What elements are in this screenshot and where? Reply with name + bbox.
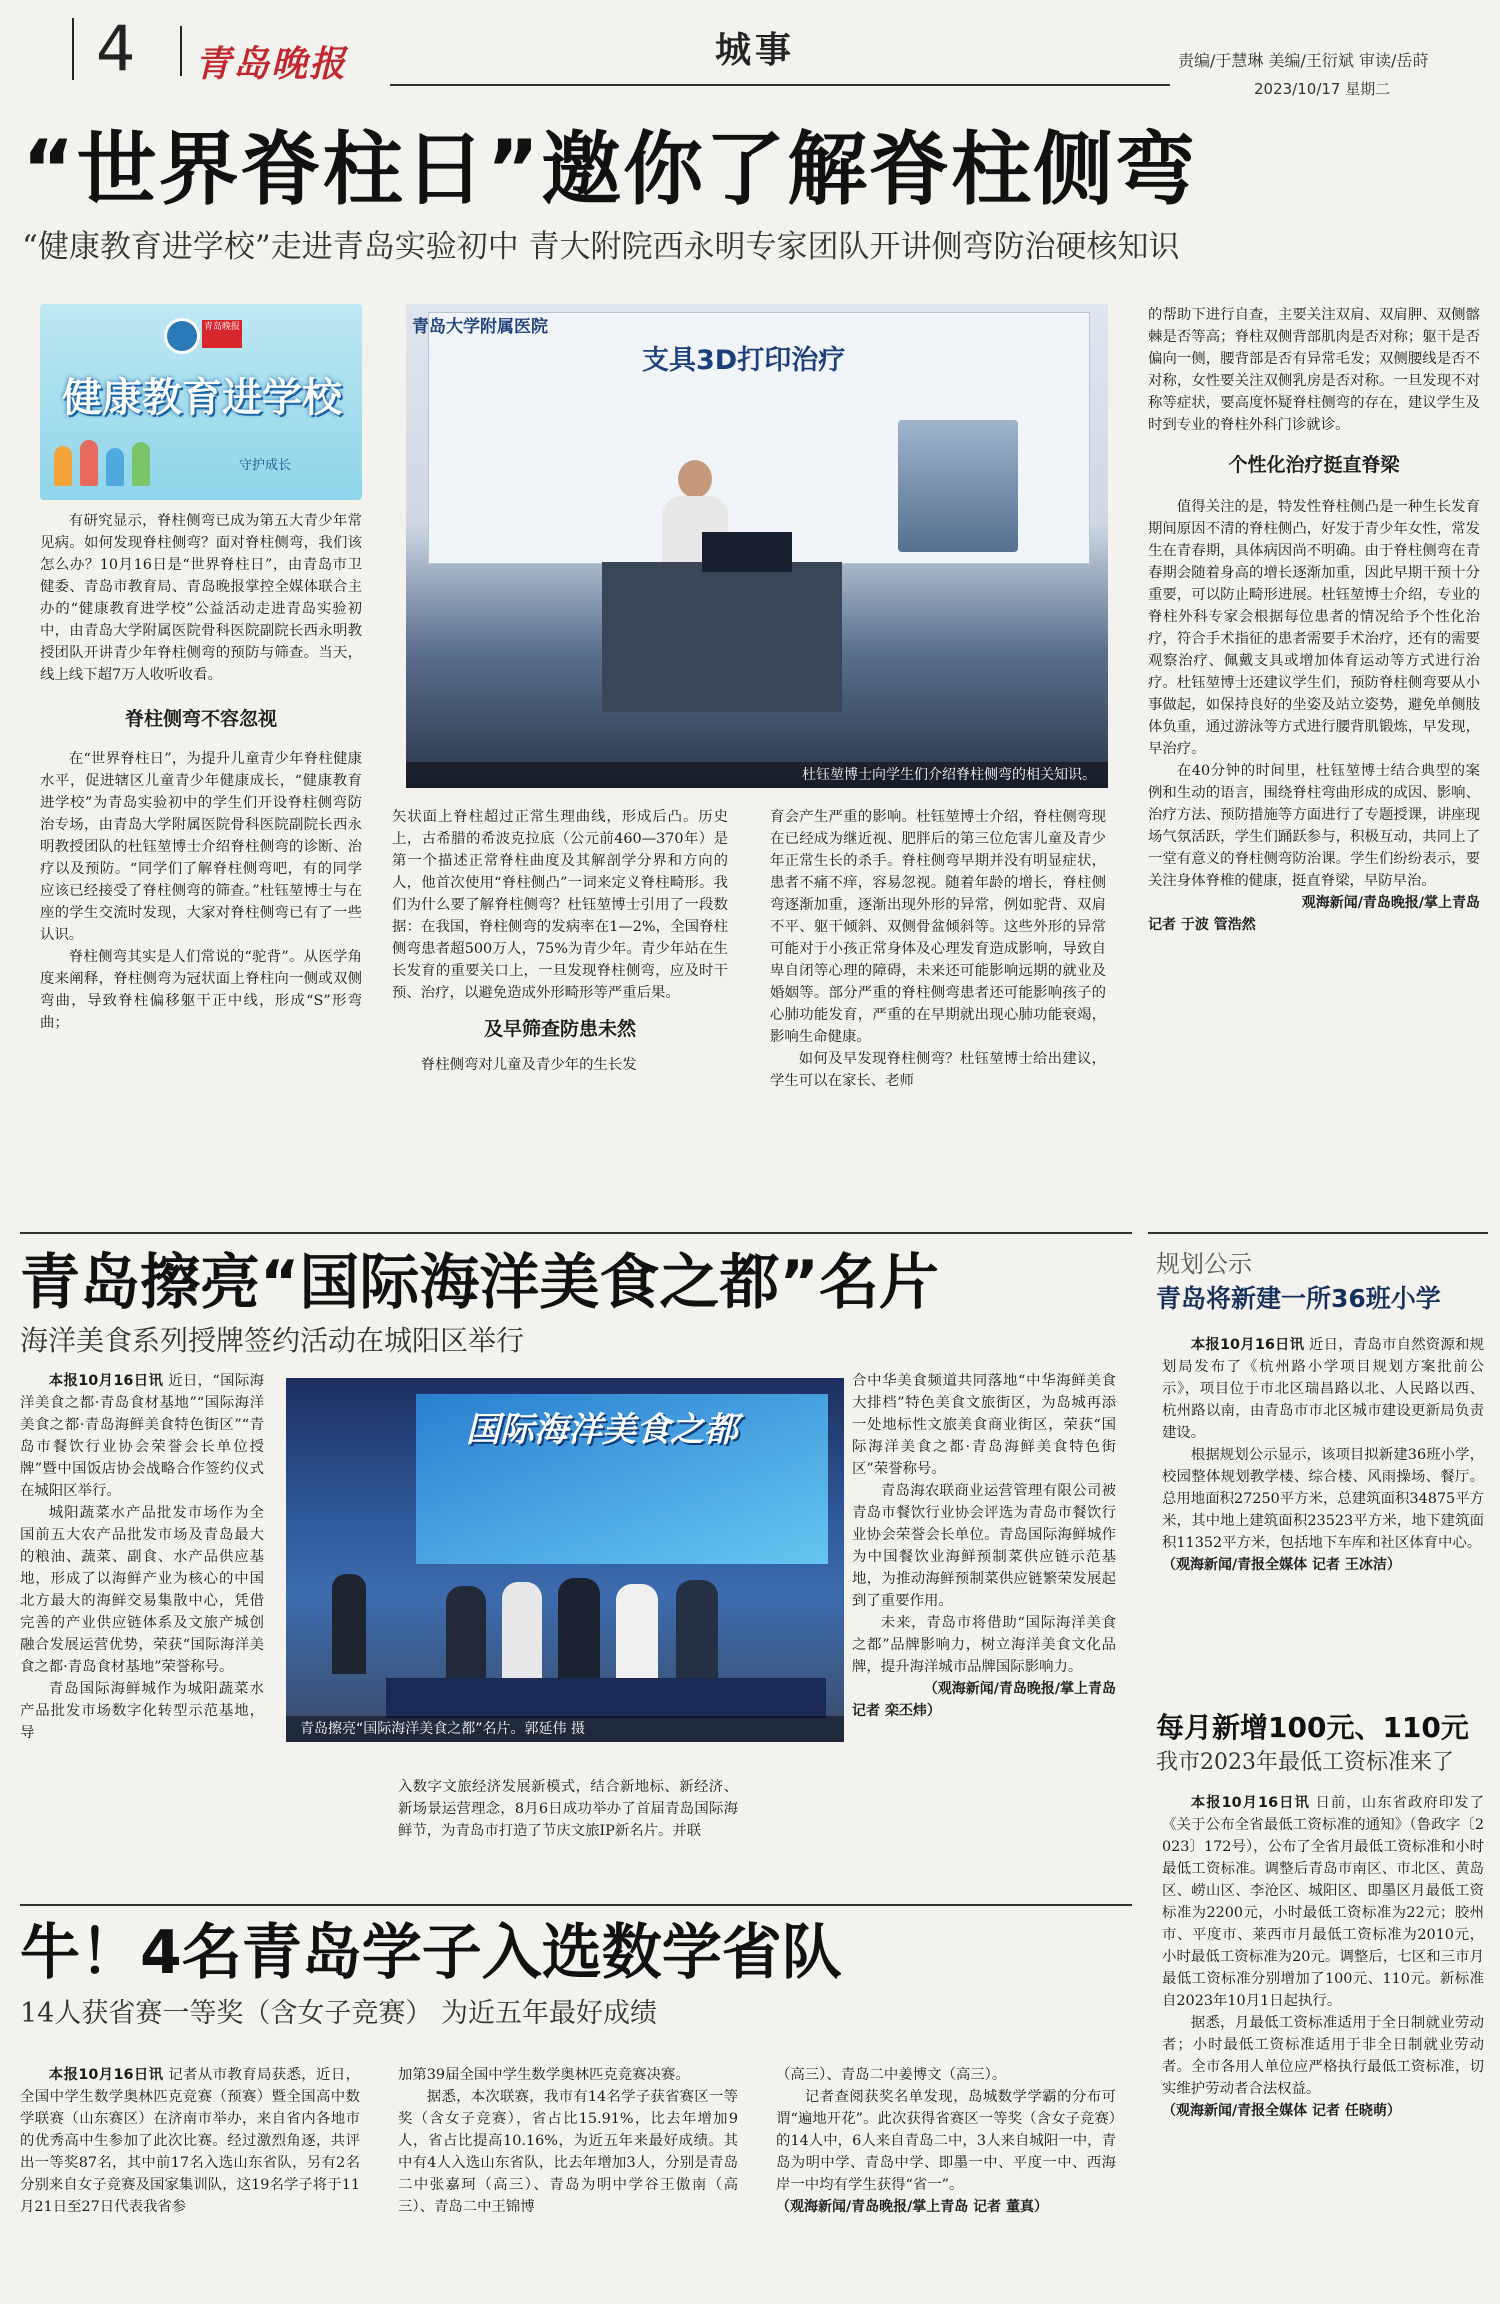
story1-subhead-1: 脊柱侧弯不容忽视 (124, 708, 277, 730)
story2-col1 (20, 1370, 264, 1744)
editors-credit: 责编/于慧琳 美编/王衍斌 审读/岳莳 (1178, 51, 1429, 70)
ceremony-photo-caption: 青岛擦亮“国际海洋美食之都”名片。郭延伟 摄 (286, 1716, 844, 1742)
photo-guests-row (446, 1578, 766, 1688)
story4-para1-text: 日前，山东省政府印发了《关于公布全省最低工资标准的通知》（鲁政字〔2023〕172号），公布了全省月最低工资标准和小时最低工资标准。调整后青岛市南区、市北区、黄岛区、崂山区、李沧区、城阳区、即墨区月最低工资标准为2200元，小时最低工资标准为22元；胶州市、平度市、莱西市月最低工资标准为2010元，小时最低工资标准为20元。调整后，七区和三市月最低工资标准分别增加了100元、110元。新标准自2023年10月1日起执行。 (1162, 1795, 1484, 2009)
story2-col3 (852, 1370, 1116, 1722)
story1-reporter: 记者 于波 管浩然 (1148, 917, 1256, 933)
paper-name-logo: 青岛晚报 (195, 43, 348, 85)
story5-col1 (20, 2064, 360, 2218)
story2-col3-para2: 青岛海农联商业运营管理有限公司被青岛市餐饮行业协会评选为青岛市餐饮行业协会荣誉会长单位。青岛国际海鲜城作为中国餐饮业海鲜预制菜供应链示范基地，为推动海鲜预制菜供应链繁荣发展起到了重要作用。 (852, 1483, 1116, 1609)
section-divider-2 (20, 1904, 1132, 1906)
story2-col3-para1: 合中华美食频道共同落地“中华海鲜美食大排档”特色美食文旅街区，为岛城再添一处地标性文旅美食商业街区，荣获“国际海洋美食之都·青岛海鲜美食特色街区”荣誉称号。 (852, 1373, 1116, 1477)
story1-col1-para2: 脊柱侧弯其实是人们常说的“驼背”。从医学角度来阐释，脊柱侧弯为冠状面上脊柱向一侧或双侧弯曲，导致脊柱偏移躯干正中线，形成“S”形弯曲； (40, 949, 362, 1031)
story5-col2-para1: 加第39届全国中学生数学奥林匹克竞赛决赛。 (398, 2067, 690, 2083)
story1-col1-para1: 在“世界脊柱日”，为提升儿童青少年脊柱健康水平，促进辖区儿童青少年健康成长，“健康教育进学校”为青岛实验初中的学生们开设脊柱侧弯防治专场，由青岛大学附属医院骨科医院副院长西永明教授团队的杜钰堃博士介绍脊柱侧弯的诊断、治疗以及预防。“同学们了解脊柱侧弯吧，有的同学应该已经接受了脊柱侧弯的筛查。”杜钰堃博士与在座的学生交流时发现，大家对脊柱侧弯已有了一些认识。 (40, 751, 362, 943)
story3-headline: 青岛将新建一所36班小学 (1156, 1284, 1441, 1313)
story1-col3-para1: 育会产生严重的影响。杜钰堃博士介绍，脊柱侧弯现在已经成为继近视、肥胖后的第三位危害儿童及青少年正常生长的杀手。脊柱侧弯早期并没有明显症状，患者不痛不痒，容易忽视。随着年龄的增长，脊柱侧弯逐渐加重，逐渐出现外形的异常，例如驼背、双肩不平、躯干倾斜、双侧骨盆倾斜等。这些外形的异常可能对于小孩正常身体及心理发育造成影响，导致自卑自闭等心理的障碍，未来还可能影响远期的就业及婚姻等。部分严重的脊柱侧弯患者还可能影响孩子的心肺功能发育，严重的在早期就出现心肺功能衰竭，影响生命健康。 (770, 809, 1106, 1045)
story1-col3 (770, 806, 1106, 1092)
story1-subhead-3: 个性化治疗挺直脊梁 (1228, 454, 1400, 476)
section-name: 城事 (715, 30, 796, 71)
logo-title: 健康教育进学校 (62, 375, 342, 421)
story4-credit-text: （观海新闻/青报全媒体 (1162, 2103, 1308, 2119)
story1-col2-para2: 脊柱侧弯对儿童及青少年的生长发 (420, 1057, 637, 1073)
masthead-divider-left (72, 18, 74, 80)
story4-deck: 我市2023年最低工资标准来了 (1156, 1750, 1454, 1775)
story5-col2-para2: 据悉，本次联赛，我市有14名学子获省赛区一等奖（含女子竞赛），省占比15.91%，比去年增加9人，省占比提高10.16%，为近五年来最好成绩。其中有4人入选山东省队，比去年增加3人，分别是青岛二中张嘉珂（高三）、青岛为明中学谷王傲南（高三）、青岛二中王锦博 (398, 2089, 738, 2215)
issue-date: 2023/10/17 星期二 (1254, 80, 1391, 98)
story2-col1-para3: 青岛国际海鲜城作为城阳蔬菜水产品批发市场数字化转型示范基地，导 (20, 1681, 264, 1741)
story2-lead: 本报10月16日讯 (48, 1373, 164, 1389)
story1-col2 (392, 806, 728, 1076)
story1-col4-para3: 在40分钟的时间里，杜钰堃博士结合典型的案例和生动的语言，围绕脊柱弯曲形成的成因、影响、治疗方法、预防措施等方面进行了专题授课，讲座现场气氛活跃，学生们踊跃参与，积极互动，共同上了一堂有意义的脊柱侧弯防治课。学生们纷纷表示，要关注身体脊椎的健康，挺直脊梁，早防早治。 (1148, 763, 1480, 889)
story5-col3 (776, 2064, 1116, 2218)
lecture-photo (406, 304, 1108, 788)
story1-intro: 有研究显示，脊柱侧弯已成为第五大青少年常见病。如何发现脊柱侧弯？面对脊柱侧弯，我们该怎么办？10月16日是“世界脊柱日”，由青岛市卫健委、青岛市教育局、青岛晚报掌控全媒体联合主办的“健康教育进学校”公益活动走进青岛实验初中，由青岛大学附属医院骨科医院副院长西永明教授团队开讲青少年脊柱侧弯的预防与筛查。当天，线上线下超7万人收听收看。 (40, 513, 362, 683)
story4-para1 (1162, 1792, 1484, 2012)
story3-body (1162, 1334, 1484, 1576)
story2-col1-para1-text: 近日，“国际海洋美食之都·青岛食材基地”“国际海洋美食之都·青岛海鲜美食特色街区”“青岛市餐饮行业协会荣誉会长单位授牌”暨中国饭店协会战略合作签约仪式在城阳区举行。 (20, 1373, 265, 1499)
story1-col2-para1: 矢状面上脊柱超过正常生理曲线，形成后凸。历史上，古希腊的希波克拉底（公元前460—370年）是第一个描述正常脊柱曲度及其解剖学分界和方向的人，他首次使用“脊柱侧凸”一词来定义脊柱畸形。我们为什么要了解脊柱侧弯？杜钰堃博士引用了一段数据：在我国，脊柱侧弯的发病率在1—2%，全国脊柱侧弯患者超500万人，75%为青少年。青少年站在生长发育的重要关口上，一旦发现脊柱侧弯，应及时干预、治疗，以避免造成外形畸形等严重后果。 (392, 809, 728, 1001)
photo-stage-title: 国际海洋美食之都 (466, 1410, 738, 1450)
ceremony-photo (286, 1378, 844, 1742)
story4-body (1162, 1792, 1484, 2122)
story1-col4 (1148, 304, 1480, 936)
photo-podium (602, 562, 842, 712)
story5-credit-text: （观海新闻/青岛晚报/掌上青岛 (776, 2199, 969, 2215)
story5-col2 (398, 2064, 738, 2218)
story3-credit (1162, 1554, 1484, 1576)
story5-col1-para1 (20, 2064, 360, 2218)
story2-col1-para1 (20, 1370, 264, 1502)
story5-headline: 牛！4名青岛学子入选数学省队 (20, 1918, 842, 1988)
campaign-logo (40, 304, 362, 500)
masthead-divider-mid (180, 26, 182, 76)
story2-col1-para2: 城阳蔬菜水产品批发市场作为全国前五大农产品批发市场及青岛最大的粮油、蔬菜、副食、水产品供应基地，形成了以海鲜产业为核心的中国北方最大的海鲜交易集散中心，凭借完善的产业供应链体系及文旅产城创融合发展运营优势，荣获“国际海洋美食之都·青岛食材基地”荣誉称号。 (20, 1505, 264, 1675)
story2-headline: 青岛擦亮“国际海洋美食之都”名片 (20, 1248, 939, 1318)
story1-subhead-2: 及早筛查防患未然 (483, 1018, 636, 1040)
logo-badge-icon (164, 318, 200, 354)
story2-col2 (398, 1776, 738, 1842)
story4-para2: 据悉，月最低工资标准适用于全日制就业劳动者；小时最低工资标准适用于非全日制就业劳动者。全市各用人单位应严格执行最低工资标准，切实维护劳动者合法权益。 (1162, 2015, 1484, 2097)
story4-credit (1162, 2100, 1484, 2122)
logo-children-illustration (54, 436, 166, 486)
photo-device-render (898, 420, 1018, 552)
photo-laptop (702, 532, 792, 572)
story5-credit (776, 2196, 1116, 2218)
story2-col2-para1: 入数字文旅经济发展新模式，结合新地标、新经济、新场景运营理念，8月6日成功举办了首届青岛国际海鲜节，为青岛市打造了节庆文旅IP新名片。并联 (398, 1779, 738, 1839)
story5-col3-para1: （高三）、青岛二中姜博文（高三）。 (776, 2067, 1007, 2083)
story4-lead: 本报10月16日讯 (1190, 1795, 1310, 1811)
story3-credit-text: （观海新闻/青报全媒体 (1162, 1557, 1308, 1573)
story1-headline: “世界脊柱日”邀你了解脊柱侧弯 (22, 123, 1198, 216)
lecture-photo-caption: 杜钰堃博士向学生们介绍脊柱侧弯的相关知识。 (406, 762, 1108, 788)
story3-kicker: 规划公示 (1156, 1250, 1252, 1278)
story1-col3-para2: 如何及早发现脊柱侧弯？杜钰堃博士给出建议，学生可以在家长、老师 (770, 1051, 1106, 1089)
story2-col3-para3: 未来，青岛市将借助“国际海洋美食之都”品牌影响力，树立海洋美食文化品牌，提升海洋城市品牌国际影响力。 (852, 1615, 1116, 1675)
photo-banner-org: 青岛大学附属医院 (412, 317, 548, 337)
logo-tagline: 守护成长 (238, 458, 291, 473)
story3-para1 (1162, 1334, 1484, 1444)
page-number: 4 (96, 12, 136, 85)
story1-col4-para2: 值得关注的是，特发性脊柱侧凸是一种生长发育期间原因不清的脊柱侧凸，好发于青少年女性，常发生在青春期，具体病因尚不明确。由于脊柱侧弯在青春期会随着身高的增长逐渐加重，因此早期干预十分重要，可以防止畸形进展。杜钰堃博士介绍，专业的脊柱外科专家会根据每位患者的情况给予个性化治疗，符合手术指征的患者需要手术治疗，还有的需要观察治疗、佩戴支具或增加体育运动等方式进行治疗。杜钰堃博士还建议学生们，预防脊柱侧弯要从小事做起，如保持良好的坐姿及站立姿势，避免单侧肢体负重，通过游泳等方式进行腰背肌锻炼，早发现，早治疗。 (1148, 499, 1480, 757)
story3-para1-text: 近日，青岛市自然资源和规划局发布了《杭州路小学项目规划方案批前公示》，项目位于市北区瑞昌路以北、人民路以西、杭州路以南，由青岛市市北区城市建设更新局负责建设。 (1162, 1337, 1484, 1441)
story5-reporter: 记者 董真） (973, 2199, 1048, 2215)
story2-credit: （观海新闻/青岛晚报/掌上青岛 (923, 1681, 1116, 1697)
story3-lead: 本报10月16日讯 (1190, 1337, 1305, 1353)
story4-headline: 每月新增100元、110元 (1156, 1711, 1469, 1744)
story2-deck: 海洋美食系列授牌签约活动在城阳区举行 (20, 1324, 525, 1357)
story5-col3-para2: 记者查阅获奖名单发现，岛城数学学霸的分布可谓“遍地开花”。此次获得省赛区一等奖（含女子竞赛）的14人中，6人来自青岛二中，3人来自城阳一中，青岛为明中学、青岛中学、即墨一中、平度一中、西海岸一中均有学生获得“省一”。 (776, 2089, 1116, 2193)
photo-stage-table (386, 1678, 826, 1718)
story4-reporter: 记者 任晓萌） (1312, 2103, 1401, 2119)
story3-reporter: 记者 王冰洁） (1312, 1557, 1401, 1573)
story5-lead: 本报10月16日讯 (48, 2067, 164, 2083)
section-divider-1 (20, 1232, 1132, 1234)
story3-para2: 根据规划公示显示，该项目拟新建36班小学，校园整体规划教学楼、综合楼、风雨操场、餐厅。总用地面积27250平方米，总建筑面积34875平方米，其中地上建筑面积23523平方米，地下建筑面积11352平方米，包括地下车库和社区体育中心。 (1162, 1447, 1484, 1551)
story2-reporter: 记者 栾丕炜） (852, 1703, 941, 1719)
photo-host-figure (332, 1574, 366, 1674)
story5-col1-para1-text: 记者从市教育局获悉，近日，全国中学生数学奥林匹克竞赛（预赛）暨全国高中数学联赛（山东赛区）在济南市举办，来自省内各地市的优秀高中生参加了此次比赛。经过激烈角逐，共评出一等奖87名，其中前17名入选山东省队，另有2名分别来自女子竞赛及国家集训队，这19名学子将于11月21日至27日代表我省参 (20, 2067, 360, 2215)
story1-deck: “健康教育进学校”走进青岛实验初中 青大附院西永明专家团队开讲侧弯防治硬核知识 (22, 229, 1180, 265)
photo-banner-title: 支具3D打印治疗 (642, 345, 846, 376)
story1-col4-para1: 的帮助下进行自查，主要关注双肩、双肩胛、双侧髂棘是否等高；脊柱双侧背部肌肉是否对称；躯干是否偏向一侧，腰背部是否有异常毛发；双侧腰线是否不对称，女性要关注双侧乳房是否对称。一旦发现不对称等症状，要高度怀疑脊柱侧弯的存在，建议学生及时到专业的脊柱外科门诊就诊。 (1148, 307, 1480, 433)
logo-badge-text: 青岛晚报 (202, 320, 242, 348)
sidebar-divider-top (1148, 1232, 1488, 1234)
story1-credit: 观海新闻/青岛晚报/掌上青岛 (1301, 895, 1480, 911)
masthead-rule (390, 84, 1170, 86)
story1-col1 (40, 510, 362, 1034)
story5-deck: 14人获省赛一等奖（含女子竞赛） 为近五年最好成绩 (20, 1998, 657, 2029)
